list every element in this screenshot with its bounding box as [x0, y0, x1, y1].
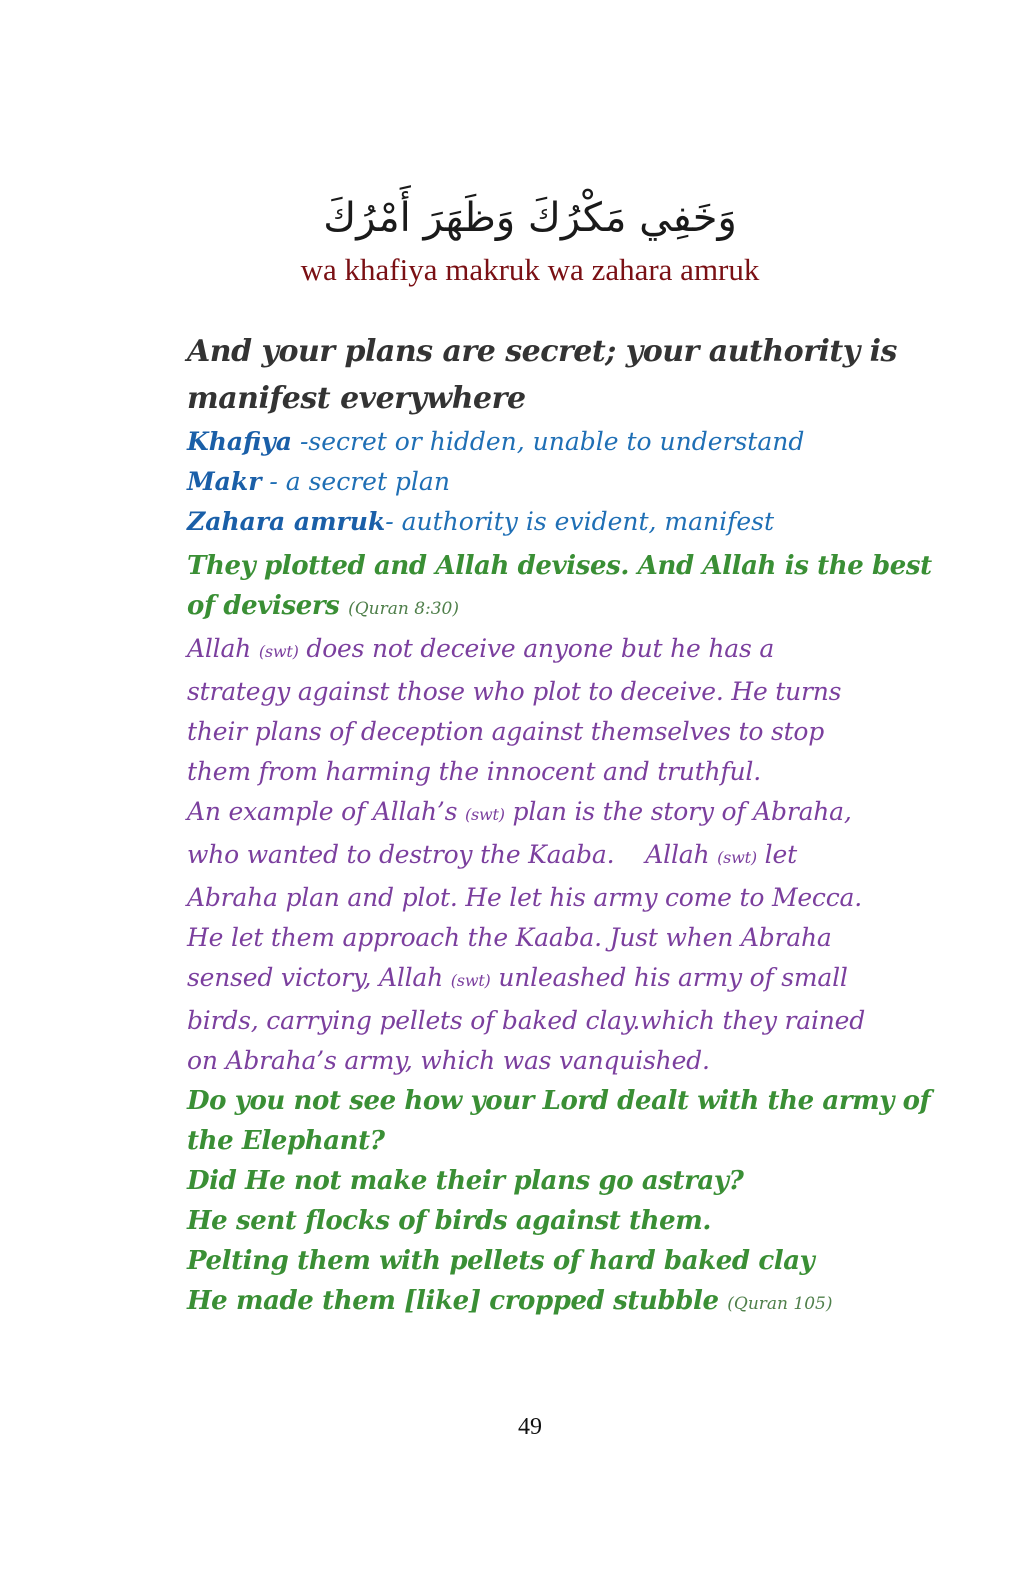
heading-line: And your plans are secret; your authority is [187, 334, 897, 369]
commentary-text: unleashed his army of small [490, 963, 848, 992]
heading-line: manifest everywhere [187, 381, 526, 416]
commentary-text: sensed victory, Allah [187, 963, 451, 992]
commentary-line: them from harming the innocent and truthful. [187, 757, 761, 786]
definition-zahara-amruk [187, 502, 907, 542]
commentary-line: He let them approach the Kaaba. Just when Abraha [187, 923, 832, 952]
definition-term: Khafiya [187, 427, 293, 456]
commentary-line: birds, carrying pellets of baked clay.which they rained [187, 1006, 866, 1035]
verse-text: He made them [like] cropped stubble [187, 1286, 719, 1316]
commentary-text: let [756, 840, 797, 869]
page-body [187, 328, 932, 1324]
verse-line: the Elephant? [187, 1126, 385, 1156]
commentary-line: strategy against those who plot to deceive. He turns [187, 677, 842, 706]
definition-term: Makr [187, 467, 262, 496]
commentary-text: plan is the story of Abraha, [504, 797, 852, 826]
swt-abbrev: (swt) [717, 848, 757, 867]
verse-reference: (Quran 105) [727, 1294, 833, 1314]
commentary-text: who wanted to destroy the Kaaba. Allah [187, 840, 718, 869]
verse-line: Pelting them with pellets of hard baked clay [187, 1246, 815, 1276]
verse-line: They plotted and Allah devises. And Allah is the best [187, 551, 932, 581]
commentary-line: Abraha plan and plot. He let his army come to Mecca. [187, 883, 862, 912]
verse-line [187, 586, 907, 629]
definition-text: - a secret plan [261, 467, 450, 496]
commentary-text: Allah [187, 634, 259, 663]
commentary-text: An example of Allah’s [187, 797, 465, 826]
transliteration: wa khafiya makruk wa zahara amruk [300, 252, 760, 287]
verse-quote-105 [187, 1081, 931, 1324]
definition-makr [187, 462, 907, 502]
swt-abbrev: (swt) [464, 805, 505, 824]
commentary-line [187, 958, 907, 1001]
verse-line [187, 1281, 907, 1324]
commentary-line [187, 792, 907, 835]
verse-line: Do you not see how your Lord dealt with the army of [187, 1086, 931, 1116]
definitions [187, 422, 907, 542]
definition-text: - authority is evident, manifest [385, 507, 775, 536]
definition-khafiya [187, 422, 907, 462]
commentary [187, 629, 907, 1081]
verse-line: Did He not make their plans go astray? [187, 1166, 744, 1196]
definition-text: -secret or hidden, unable to understand [292, 427, 805, 456]
definition-term: Zahara amruk [187, 507, 386, 536]
commentary-line [187, 835, 907, 878]
commentary-line: on Abraha’s army, which was vanquished. [187, 1046, 710, 1075]
meaning-heading [187, 328, 907, 422]
verse-reference: (Quran 8:30) [348, 599, 460, 619]
arabic-phrase: وَخَفِي مَكْرُكَ وَظَهَرَ أَمْرُكَ [323, 195, 737, 241]
swt-abbrev: (swt) [258, 642, 299, 661]
swt-abbrev: (swt) [450, 971, 491, 990]
verse-line: He sent flocks of birds against them. [187, 1206, 712, 1236]
page-number: 49 [518, 1414, 542, 1440]
commentary-line: their plans of deception against themselves to stop [187, 717, 825, 746]
verse-text: of devisers [187, 591, 340, 621]
verse-quote-8-30 [187, 546, 932, 629]
commentary-line [187, 629, 907, 672]
commentary-text: does not deceive anyone but he has a [298, 634, 775, 663]
